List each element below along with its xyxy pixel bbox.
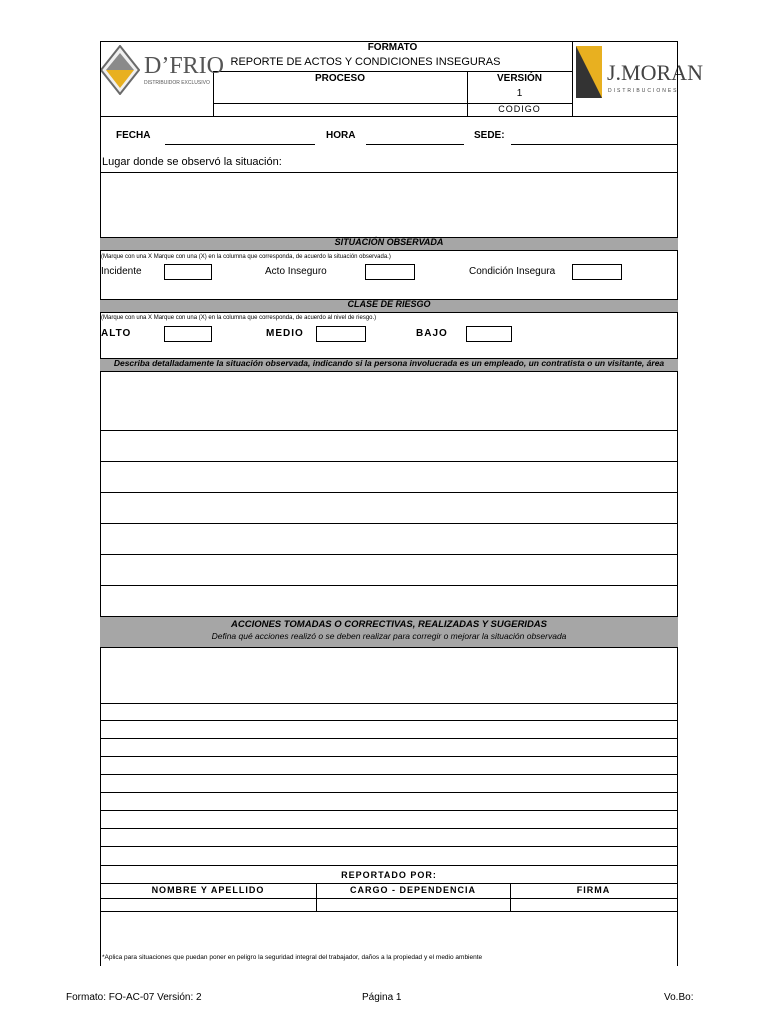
footer-page-number: Página 1 <box>362 992 402 1003</box>
condicion-insegura-checkbox[interactable] <box>572 264 622 280</box>
bajo-checkbox[interactable] <box>466 326 512 342</box>
sede-field[interactable] <box>511 144 677 145</box>
condicion-insegura-label: Condición Insegura <box>469 266 556 277</box>
acto-inseguro-checkbox[interactable] <box>365 264 415 280</box>
footer-format-code: Formato: FO-AC-07 Versión: 2 <box>66 992 202 1003</box>
cargo-field[interactable] <box>317 899 509 910</box>
hora-label: HORA <box>326 130 356 141</box>
incidente-label: Incidente <box>101 266 142 277</box>
codigo-label: CODIGO <box>498 104 541 114</box>
lugar-label: Lugar donde se observó la situación: <box>102 156 282 168</box>
footer-vobo: Vo.Bo: <box>664 992 694 1003</box>
version-label: VERSIÓN <box>496 73 542 84</box>
incidente-checkbox[interactable] <box>164 264 212 280</box>
form-title: REPORTE DE ACTOS Y CONDICIONES INSEGURAS <box>230 56 501 68</box>
jmoran-logo-tagline: DISTRIBUCIONES <box>608 88 679 94</box>
descripcion-field[interactable] <box>101 372 677 616</box>
hora-field[interactable] <box>366 144 464 145</box>
version-value: 1 <box>516 88 523 99</box>
nombre-field[interactable] <box>101 899 315 910</box>
firma-field[interactable] <box>511 899 676 910</box>
lugar-field[interactable] <box>101 173 677 236</box>
acto-inseguro-label: Acto Inseguro <box>265 266 327 277</box>
dfrio-diamond-icon <box>100 45 140 95</box>
bajo-label: BAJO <box>416 328 448 339</box>
dfrio-logo-tagline: DISTRIBUIDOR EXCLUSIVO <box>144 80 210 86</box>
riesgo-title: CLASE DE RIESGO <box>347 299 431 309</box>
firma-column-header: FIRMA <box>576 885 611 895</box>
alto-label: ALTO <box>101 328 132 339</box>
alto-checkbox[interactable] <box>164 326 212 342</box>
sede-label: SEDE: <box>474 130 505 141</box>
formato-label: FORMATO <box>367 42 418 53</box>
dfrio-logo-name: D’FRIO <box>144 53 225 79</box>
jmoran-logo <box>574 44 703 100</box>
jmoran-mark-icon <box>574 44 604 100</box>
situacion-title: SITUACIÓN OBSERVADA <box>334 237 444 247</box>
cargo-column-header: CARGO - DEPENDENCIA <box>349 885 476 895</box>
descripcion-title: Describa detalladamente la situación observada, indicando si la persona involucrada es un empleado, un contratista o un visitante, área <box>113 358 665 368</box>
riesgo-instruction: (Marque con una X Marque con una (X) en la columna que corresponda, de acuerdo al nivel de riesgo.) <box>101 315 377 321</box>
nombre-column-header: NOMBRE Y APELLIDO <box>151 885 265 895</box>
reportado-title: REPORTADO POR: <box>341 870 437 880</box>
dfrio-logo <box>100 45 225 97</box>
medio-label: MEDIO <box>266 328 304 339</box>
medio-checkbox[interactable] <box>316 326 366 342</box>
fecha-field[interactable] <box>165 144 315 145</box>
situacion-instruction: (Marque con una X Marque con una (X) en la columna que corresponda, de acuerdo la situación observada.) <box>101 254 391 260</box>
fecha-label: FECHA <box>116 130 151 141</box>
jmoran-logo-name: J.MORAN <box>607 60 703 85</box>
proceso-label: PROCESO <box>314 73 365 84</box>
acciones-title: ACCIONES TOMADAS O CORRECTIVAS, REALIZADAS Y SUGERIDAS <box>231 619 547 630</box>
acciones-subtitle: Defina qué acciones realizó o se deben realizar para corregir o mejorar la situación observada <box>211 631 567 641</box>
footnote: *Aplica para situaciones que puedan poner en peligro la seguridad integral del trabajador, daños a la propiedad y el medio ambiente <box>102 954 483 961</box>
